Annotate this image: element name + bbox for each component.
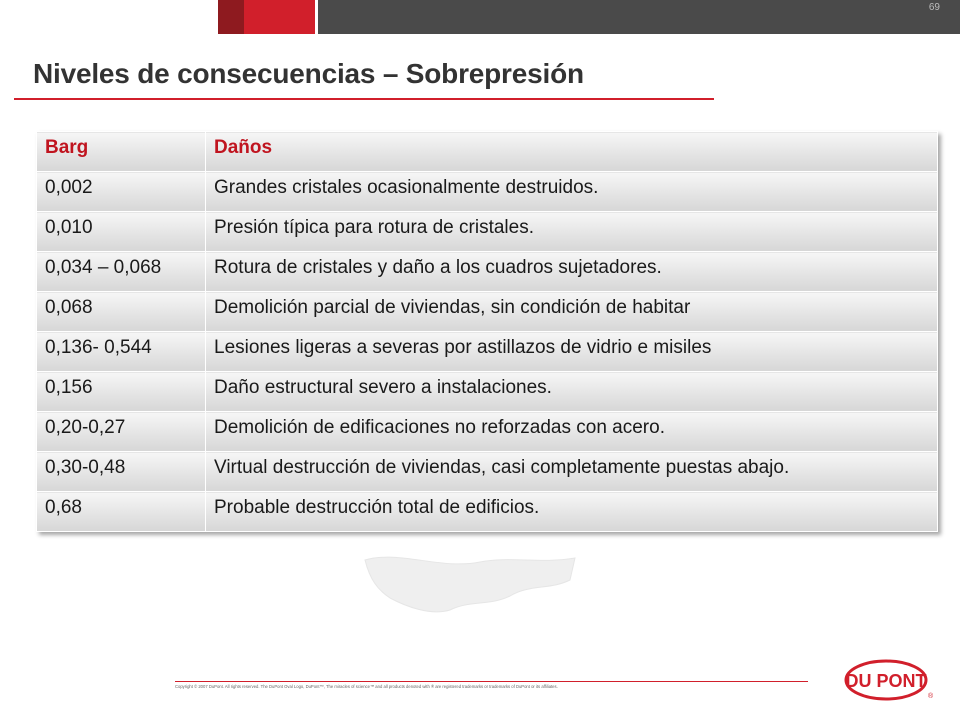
table-row <box>37 252 938 292</box>
pressure-cell: 0,034 – 0,068 <box>37 252 206 292</box>
damage-cell: Lesiones ligeras a severas por astillazos de vidrio e misiles <box>206 332 938 372</box>
map-watermark-icon <box>360 540 580 620</box>
damage-cell: Presión típica para rotura de cristales. <box>206 212 938 252</box>
header-bar <box>318 0 960 34</box>
table-row <box>37 492 938 532</box>
damage-cell: Rotura de cristales y daño a los cuadros sujetadores. <box>206 252 938 292</box>
table-row <box>37 452 938 492</box>
registered-mark: ® <box>928 693 934 700</box>
logo-wordmark: DU PONT <box>845 671 927 691</box>
header-cell-danos: Daños <box>206 132 938 172</box>
pressure-cell: 0,010 <box>37 212 206 252</box>
title-divider <box>14 98 714 100</box>
copyright-notice: Copyright © 2007 DuPont. All rights reserved. The DuPont Oval Logo, DuPont™, The miracles of science™ and all products denoted with ® are registered trademarks or trademarks of DuPont or its affiliates. <box>175 684 558 689</box>
pressure-cell: 0,068 <box>37 292 206 332</box>
pressure-cell: 0,30-0,48 <box>37 452 206 492</box>
table-row <box>37 172 938 212</box>
damage-cell: Virtual destrucción de viviendas, casi completamente puestas abajo. <box>206 452 938 492</box>
damage-cell: Demolición parcial de viviendas, sin condición de habitar <box>206 292 938 332</box>
consequence-table <box>36 131 938 532</box>
pressure-cell: 0,156 <box>37 372 206 412</box>
damage-cell: Demolición de edificaciones no reforzadas con acero. <box>206 412 938 452</box>
header-cell-barg: Barg <box>37 132 206 172</box>
damage-cell: Daño estructural severo a instalaciones. <box>206 372 938 412</box>
footer-divider <box>175 681 808 682</box>
damage-cell: Grandes cristales ocasionalmente destruidos. <box>206 172 938 212</box>
table-row <box>37 372 938 412</box>
pressure-cell: 0,20-0,27 <box>37 412 206 452</box>
table-row <box>37 332 938 372</box>
pressure-cell: 0,68 <box>37 492 206 532</box>
table-row <box>37 212 938 252</box>
dupont-logo <box>844 658 934 702</box>
slide-title: Niveles de consecuencias – Sobrepresión <box>33 58 584 89</box>
slide-number: 69 <box>928 2 940 13</box>
table-row <box>37 292 938 332</box>
pressure-cell: 0,002 <box>37 172 206 212</box>
header-accent-darkred <box>218 0 244 34</box>
table-row <box>37 412 938 452</box>
pressure-cell: 0,136- 0,544 <box>37 332 206 372</box>
damage-cell: Probable destrucción total de edificios. <box>206 492 938 532</box>
table-header-row <box>37 132 938 172</box>
